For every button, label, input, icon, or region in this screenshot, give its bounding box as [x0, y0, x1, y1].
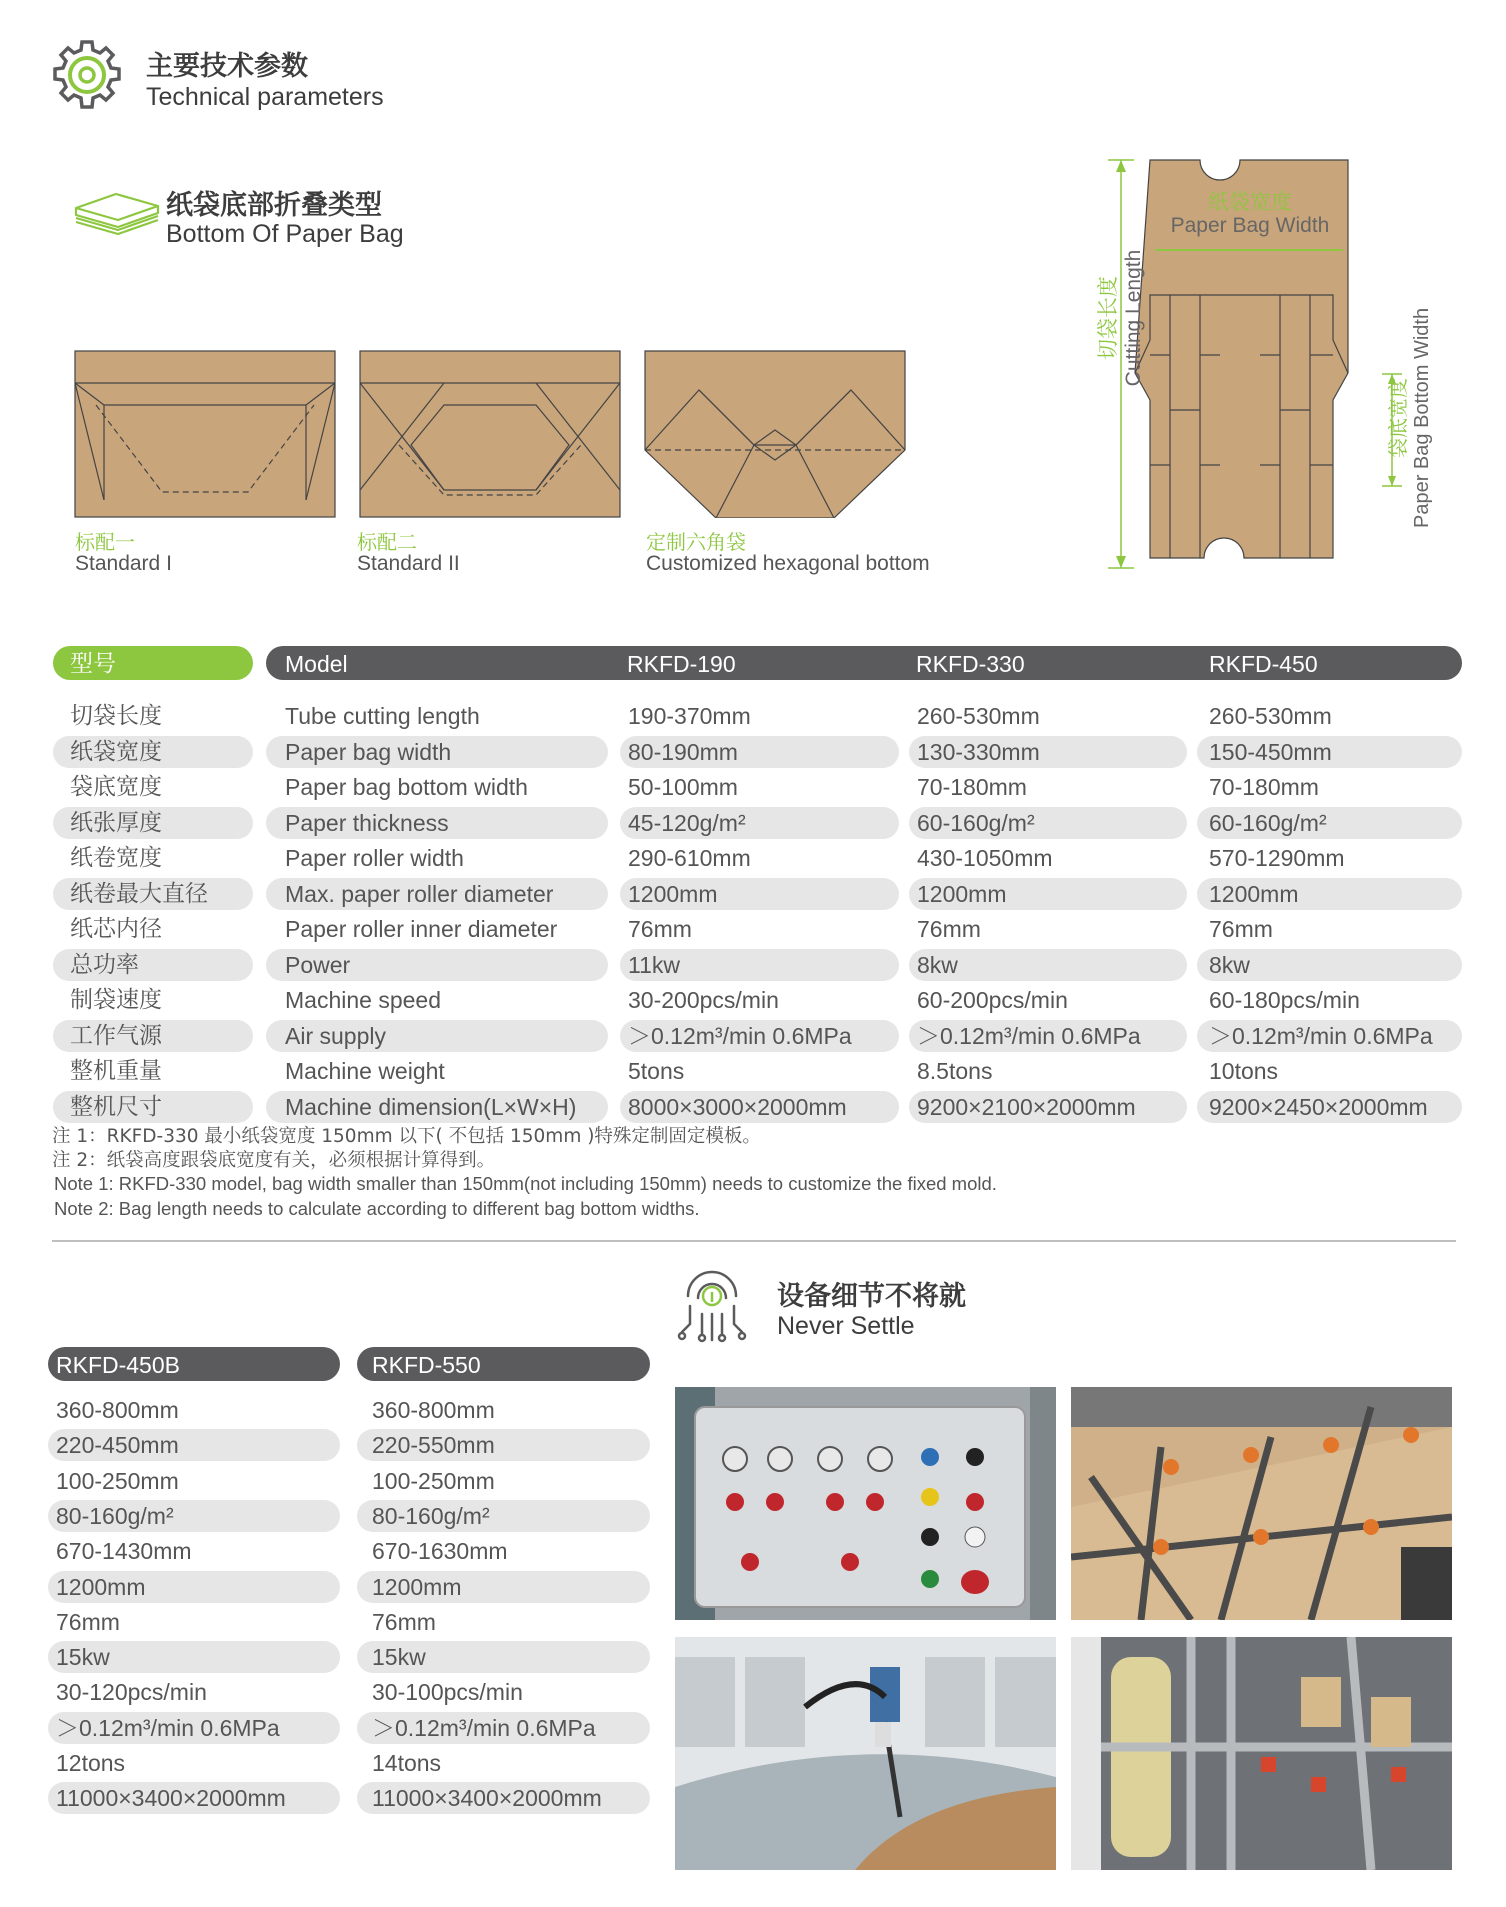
model-rkfd-450: RKFD-450: [1209, 651, 1318, 677]
row-value: 14tons: [372, 1750, 442, 1776]
row-value: 1200mm: [917, 881, 1007, 907]
row-value: 1200mm: [1209, 881, 1299, 907]
row-label-cn: 纸张厚度: [70, 810, 162, 836]
row-value: 10tons: [1209, 1058, 1279, 1084]
row-label-cn: 纸卷最大直径: [70, 881, 208, 907]
model-rkfd-450b: RKFD-450B: [56, 1352, 180, 1378]
bottom-width-cn: 袋底宽度: [1386, 378, 1410, 458]
circuit-bulb-icon: [676, 1262, 748, 1346]
model-rkfd-190: RKFD-190: [627, 651, 736, 677]
row-value: 220-550mm: [372, 1432, 495, 1458]
row-label-en: Tube cutting length: [285, 703, 480, 729]
row-value: 70-180mm: [917, 774, 1027, 800]
details-title-en: Never Settle: [777, 1312, 915, 1340]
row-label-cn: 整机尺寸: [70, 1094, 162, 1120]
row-value: ＞0.12m³/min 0.6MPa: [56, 1715, 280, 1741]
bag-width-en: Paper Bag Width: [1170, 214, 1330, 237]
type-1-cn: 标配一: [75, 530, 135, 554]
bag-width-cn: 纸袋宽度: [1208, 190, 1292, 214]
row-value: 1200mm: [56, 1574, 146, 1600]
row-value: 60-160g/m²: [1209, 810, 1327, 836]
row-value: 76mm: [372, 1609, 436, 1635]
type-3-cn: 定制六角袋: [646, 530, 746, 554]
row-value: 8kw: [1209, 952, 1250, 978]
row-value: 11000×3400×2000mm: [372, 1785, 602, 1811]
row-label-en: Machine weight: [285, 1058, 445, 1084]
row-value: 5tons: [628, 1058, 685, 1084]
row-label-cn: 纸卷宽度: [70, 845, 162, 871]
row-value: 8kw: [917, 952, 958, 978]
model-label-cn: 型号: [70, 651, 116, 677]
bottom-title-cn: 纸袋底部折叠类型: [166, 190, 382, 221]
row-value: 60-160g/m²: [917, 810, 1035, 836]
row-value: 30-120pcs/min: [56, 1679, 207, 1705]
row-value: 15kw: [56, 1644, 110, 1670]
row-label-en: Max. paper roller diameter: [285, 881, 554, 907]
glue-nozzle-photo: [675, 1637, 1056, 1870]
row-value: 670-1630mm: [372, 1538, 508, 1564]
row-value: 9200×2100×2000mm: [917, 1094, 1136, 1120]
type-2-en: Standard II: [357, 552, 460, 575]
row-label-en: Air supply: [285, 1023, 386, 1049]
row-value: 8.5tons: [917, 1058, 993, 1084]
row-value: 70-180mm: [1209, 774, 1319, 800]
model-rkfd-550: RKFD-550: [372, 1352, 481, 1378]
row-label-cn: 工作气源: [70, 1023, 162, 1049]
row-value: 12tons: [56, 1750, 126, 1776]
row-value: 430-1050mm: [917, 845, 1053, 871]
row-label-en: Machine speed: [285, 987, 441, 1013]
row-label-cn: 制袋速度: [70, 987, 162, 1013]
row-value: 45-120g/m²: [628, 810, 746, 836]
cutting-length-cn: 切袋长度: [1096, 276, 1120, 360]
type-2-cn: 标配二: [357, 530, 417, 554]
row-value: 76mm: [917, 916, 981, 942]
note-1-cn: 注 1：RKFD-330 最小纸袋宽度 150mm 以下( 不包括 150mm )特殊定制固定模板。: [52, 1126, 761, 1147]
row-value: 76mm: [1209, 916, 1273, 942]
row-value: 76mm: [628, 916, 692, 942]
row-value: 570-1290mm: [1209, 845, 1345, 871]
row-label-cn: 袋底宽度: [70, 774, 162, 800]
row-value: 290-610mm: [628, 845, 751, 871]
row-value: 80-160g/m²: [372, 1503, 490, 1529]
row-value: 190-370mm: [628, 703, 751, 729]
section-title-en: Technical parameters: [146, 83, 384, 111]
row-label-cn: 切袋长度: [70, 703, 162, 729]
row-value: 11000×3400×2000mm: [56, 1785, 286, 1811]
bottom-title-en: Bottom Of Paper Bag: [166, 220, 404, 248]
row-value: 150-450mm: [1209, 739, 1332, 765]
note-2-en: Note 2: Bag length needs to calculate according to different bag bottom widths.: [54, 1198, 700, 1219]
row-label-en: Paper bag bottom width: [285, 774, 528, 800]
row-label-cn: 纸芯内径: [70, 916, 162, 942]
type-1-en: Standard I: [75, 552, 172, 575]
row-label-cn: 总功率: [70, 952, 139, 978]
cutting-length-en: Cutting Length: [1122, 249, 1145, 387]
row-value: 220-450mm: [56, 1432, 179, 1458]
row-value: ＞0.12m³/min 0.6MPa: [372, 1715, 596, 1741]
row-value: 80-190mm: [628, 739, 738, 765]
row-value: ＞0.12m³/min 0.6MPa: [628, 1023, 852, 1049]
type-3-en: Customized hexagonal bottom: [646, 552, 930, 575]
row-value: 9200×2450×2000mm: [1209, 1094, 1428, 1120]
row-value: 260-530mm: [1209, 703, 1332, 729]
row-value: 80-160g/m²: [56, 1503, 174, 1529]
row-label-cn: 纸袋宽度: [70, 739, 162, 765]
model-rkfd-330: RKFD-330: [916, 651, 1025, 677]
note-2-cn: 注 2：纸袋高度跟袋底宽度有关，必须根据计算得到。: [52, 1150, 496, 1171]
row-label-cn: 整机重量: [70, 1058, 162, 1084]
bottom-width-en: Paper Bag Bottom Width: [1411, 307, 1433, 528]
row-label-en: Paper bag width: [285, 739, 452, 765]
row-value: 1200mm: [372, 1574, 462, 1600]
row-value: 8000×3000×2000mm: [628, 1094, 847, 1120]
row-label-en: Paper roller inner diameter: [285, 916, 558, 942]
row-value: 100-250mm: [372, 1468, 495, 1494]
row-value: 60-180pcs/min: [1209, 987, 1360, 1013]
section-divider: [52, 1240, 1456, 1242]
row-value: 11kw: [628, 952, 680, 978]
row-value: 30-100pcs/min: [372, 1679, 523, 1705]
details-title-cn: 设备细节不将就: [777, 1281, 966, 1312]
row-value: 130-330mm: [917, 739, 1040, 765]
note-1-en: Note 1: RKFD-330 model, bag width smaller than 150mm(not including 150mm) needs to customize the fixed mold.: [54, 1173, 997, 1194]
section-title-cn: 主要技术参数: [146, 51, 308, 82]
row-label-en: Paper thickness: [285, 810, 449, 836]
row-value: ＞0.12m³/min 0.6MPa: [1209, 1023, 1433, 1049]
row-value: 670-1430mm: [56, 1538, 192, 1564]
row-label-en: Power: [285, 952, 351, 978]
row-value: 1200mm: [628, 881, 718, 907]
folding-rollers-photo: [1071, 1387, 1452, 1620]
row-label-en: Machine dimension(L×W×H): [285, 1094, 577, 1120]
row-value: 260-530mm: [917, 703, 1040, 729]
row-value: 76mm: [56, 1609, 120, 1635]
control-panel-photo: [675, 1387, 1056, 1620]
row-value: 30-200pcs/min: [628, 987, 779, 1013]
row-value: 100-250mm: [56, 1468, 179, 1494]
row-value: ＞0.12m³/min 0.6MPa: [917, 1023, 1141, 1049]
row-value: 360-800mm: [56, 1397, 179, 1423]
row-value: 15kw: [372, 1644, 426, 1670]
row-label-en: Paper roller width: [285, 845, 464, 871]
paste-roller-photo: [1071, 1637, 1452, 1870]
row-value: 50-100mm: [628, 774, 738, 800]
model-label-en: Model: [285, 651, 348, 677]
row-value: 60-200pcs/min: [917, 987, 1068, 1013]
row-value: 360-800mm: [372, 1397, 495, 1423]
